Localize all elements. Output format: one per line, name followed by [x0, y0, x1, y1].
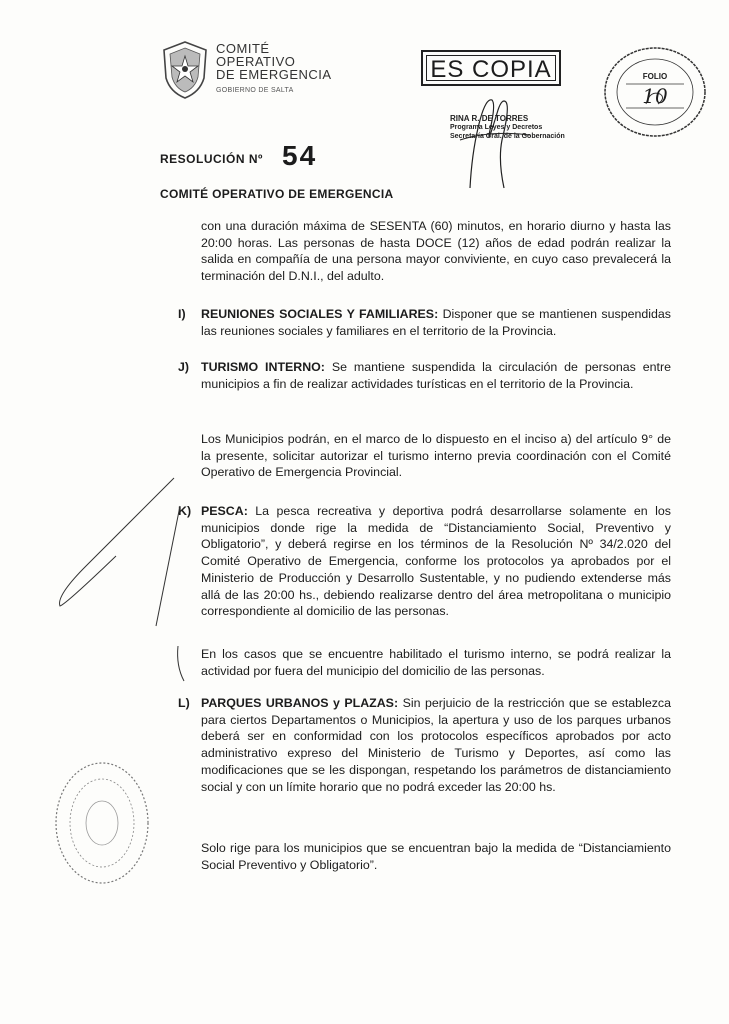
margin-bracket-icon — [56, 476, 186, 686]
logo-subtitle: GOBIERNO DE SALTA — [216, 87, 294, 94]
item-heading-k: PESCA: — [201, 504, 248, 518]
item-marker-i: I) — [178, 307, 186, 321]
government-seal-icon — [52, 758, 152, 888]
emergency-committee-logo-icon — [160, 40, 210, 100]
folio-label: FOLIO — [642, 72, 668, 81]
item-text-k: La pesca recreativa y deportiva podrá desarrollarse solamente en los municipios donde rige la medida de “Distanciamiento Social, Preventivo y Obligatorio”, y deberá regirse en los términos de la Resolución Nº 34/2.020 del Comité Operativo de Emergencia, conforme los protocolos ya aprobados por el Ministerio de Producción y Desarrollo Sustentable, y no pudiendo extenderse más allá de las 20:00 hs., debiendo realizarse dentro del área metropolitana o municipio correspondiente al domicilio de las personas. — [201, 504, 671, 619]
logo-line-2: OPERATIVO — [216, 54, 296, 69]
logo-wordmark — [216, 42, 332, 97]
folio-stamp — [602, 44, 708, 140]
item-heading-l: PARQUES URBANOS y PLAZAS: — [201, 696, 399, 710]
resolution-number: 54 — [282, 140, 318, 171]
item-text-i: Disponer que se mantienen suspendidas las reuniones sociales y familiares en el territorio de la Provincia. — [201, 307, 672, 338]
item-heading-j: TURISMO INTERNO: — [201, 360, 325, 374]
logo-line-3: DE EMERGENCIA — [216, 67, 332, 82]
item-paragraph-j — [201, 359, 671, 392]
item-extra-l: Solo rige para los municipios que se encuentran bajo la medida de “Distanciamiento Social Preventivo y Obligatorio”. — [201, 841, 671, 872]
copy-stamp-text: ES COPIA — [426, 55, 556, 81]
item-text-l: Sin perjuicio de la restricción que se establezca para ciertos Departamentos o Municipios, la apertura y uso de los parques urbanos deberá ser en conformidad con los protocolos específicos aprobados por acto administrativo expreso del Ministerio de Turismo y Deportes, así como las modificaciones que se les dispongan, respetando los parámetros de distanciamiento social y con un límite horario que no podrá exceder las 20:00 hs. — [201, 696, 671, 794]
item-extra-k: En los casos que se encuentre habilitado el turismo interno, se podrá realizar la actividad por fuera del municipio del domicilio de las personas. — [201, 647, 671, 678]
signatory-name: RINA R. DE TORRES — [450, 114, 529, 123]
item-marker-k: K) — [178, 504, 192, 518]
item-paragraph-i — [201, 306, 671, 339]
item-paragraph-l — [201, 695, 671, 795]
committee-title: COMITÉ OPERATIVO DE EMERGENCIA — [160, 187, 394, 201]
intro-paragraph: con una duración máxima de SESENTA (60) minutos, en horario diurno y hasta las 20:00 horas. Las personas de hasta DOCE (12) años de edad podrán realizar la salida en compañía de una persona mayor conviviente, en cuyo caso prevalecerá la terminación del D.N.I., del adulto. — [201, 219, 671, 284]
logo-line-1: COMITÉ — [216, 41, 270, 56]
item-text-j: Se mantiene suspendida la circulación de personas entre municipios a fin de realizar actividades turísticas en el territorio de la Provincia. — [201, 360, 671, 391]
signatory-role: Programa Leyes y Decretos — [450, 124, 543, 131]
item-paragraph-k — [201, 503, 671, 620]
signatory-block — [450, 114, 565, 141]
item-marker-j: J) — [178, 360, 190, 374]
resolution-label: RESOLUCIÓN Nº — [160, 152, 263, 166]
folio-number: 10 — [642, 84, 668, 108]
signatory-office: Secretaría Gral. de la Gobernación — [450, 133, 565, 140]
item-extra-j: Los Municipios podrán, en el marco de lo dispuesto en el inciso a) del artículo 9° de la presente, solicitar autorizar el turismo interno previa coordinación con el Comité Operativo de Emergencia Provincial. — [201, 432, 671, 480]
item-marker-l: L) — [178, 696, 190, 710]
item-heading-i: REUNIONES SOCIALES Y FAMILIARES: — [201, 307, 439, 321]
